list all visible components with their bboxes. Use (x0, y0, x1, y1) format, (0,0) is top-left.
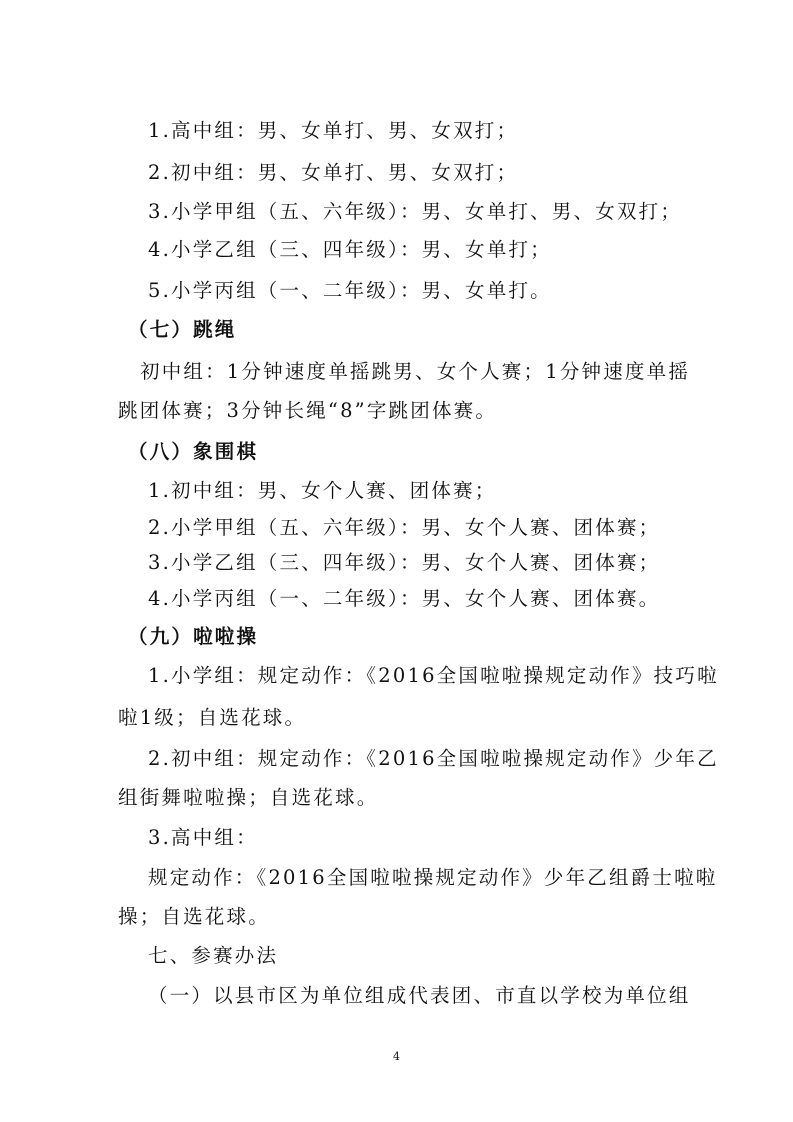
text-line: 3.小学乙组（三、四年级）：男、女个人赛、团体赛； (148, 551, 661, 574)
text-line: 1.初中组：男、女个人赛、团体赛； (148, 479, 497, 502)
section-heading: 七、参赛办法 (148, 944, 279, 967)
text-line: 组街舞啦啦操；自选花球。 (118, 786, 379, 809)
section-heading: （九）啦啦操 (128, 625, 259, 648)
text-line: 5.小学丙组（一、二年级）：男、女单打。 (148, 279, 552, 302)
text-line: 初中组：1分钟速度单摇跳男、女个人赛；1分钟速度单摇 (140, 360, 691, 383)
text-line: 2.小学甲组（五、六年级）：男、女个人赛、团体赛； (148, 516, 661, 539)
text-line: 3.高中组： (148, 826, 258, 849)
section-heading: （七）跳绳 (128, 318, 237, 341)
text-line: （一）以县市区为单位组成代表团、市直以学校为单位组 (148, 984, 691, 1007)
section-heading: （八）象围棋 (128, 440, 259, 463)
text-line: 4.小学乙组（三、四年级）：男、女单打； (148, 238, 552, 261)
text-line: 4.小学丙组（一、二年级）：男、女个人赛、团体赛。 (148, 587, 661, 610)
text-line: 规定动作：《2016全国啦啦操规定动作》少年乙组爵士啦啦 (148, 866, 718, 889)
text-line: 操；自选花球。 (118, 905, 270, 928)
page-number: 4 (393, 1050, 400, 1063)
text-line: 2.初中组：规定动作：《2016全国啦啦操规定动作》少年乙 (148, 747, 719, 770)
text-line: 1.高中组：男、女单打、男、女双打； (148, 119, 519, 142)
text-line: 跳团体赛；3分钟长绳“8”字跳团体赛。 (118, 399, 498, 422)
text-line: 啦1级；自选花球。 (118, 706, 307, 729)
text-line: 2.初中组：男、女单打、男、女双打； (148, 161, 519, 184)
text-line: 3.小学甲组（五、六年级）：男、女单打、男、女双打； (148, 200, 683, 223)
text-line: 1.小学组：规定动作：《2016全国啦啦操规定动作》技巧啦 (148, 664, 719, 687)
